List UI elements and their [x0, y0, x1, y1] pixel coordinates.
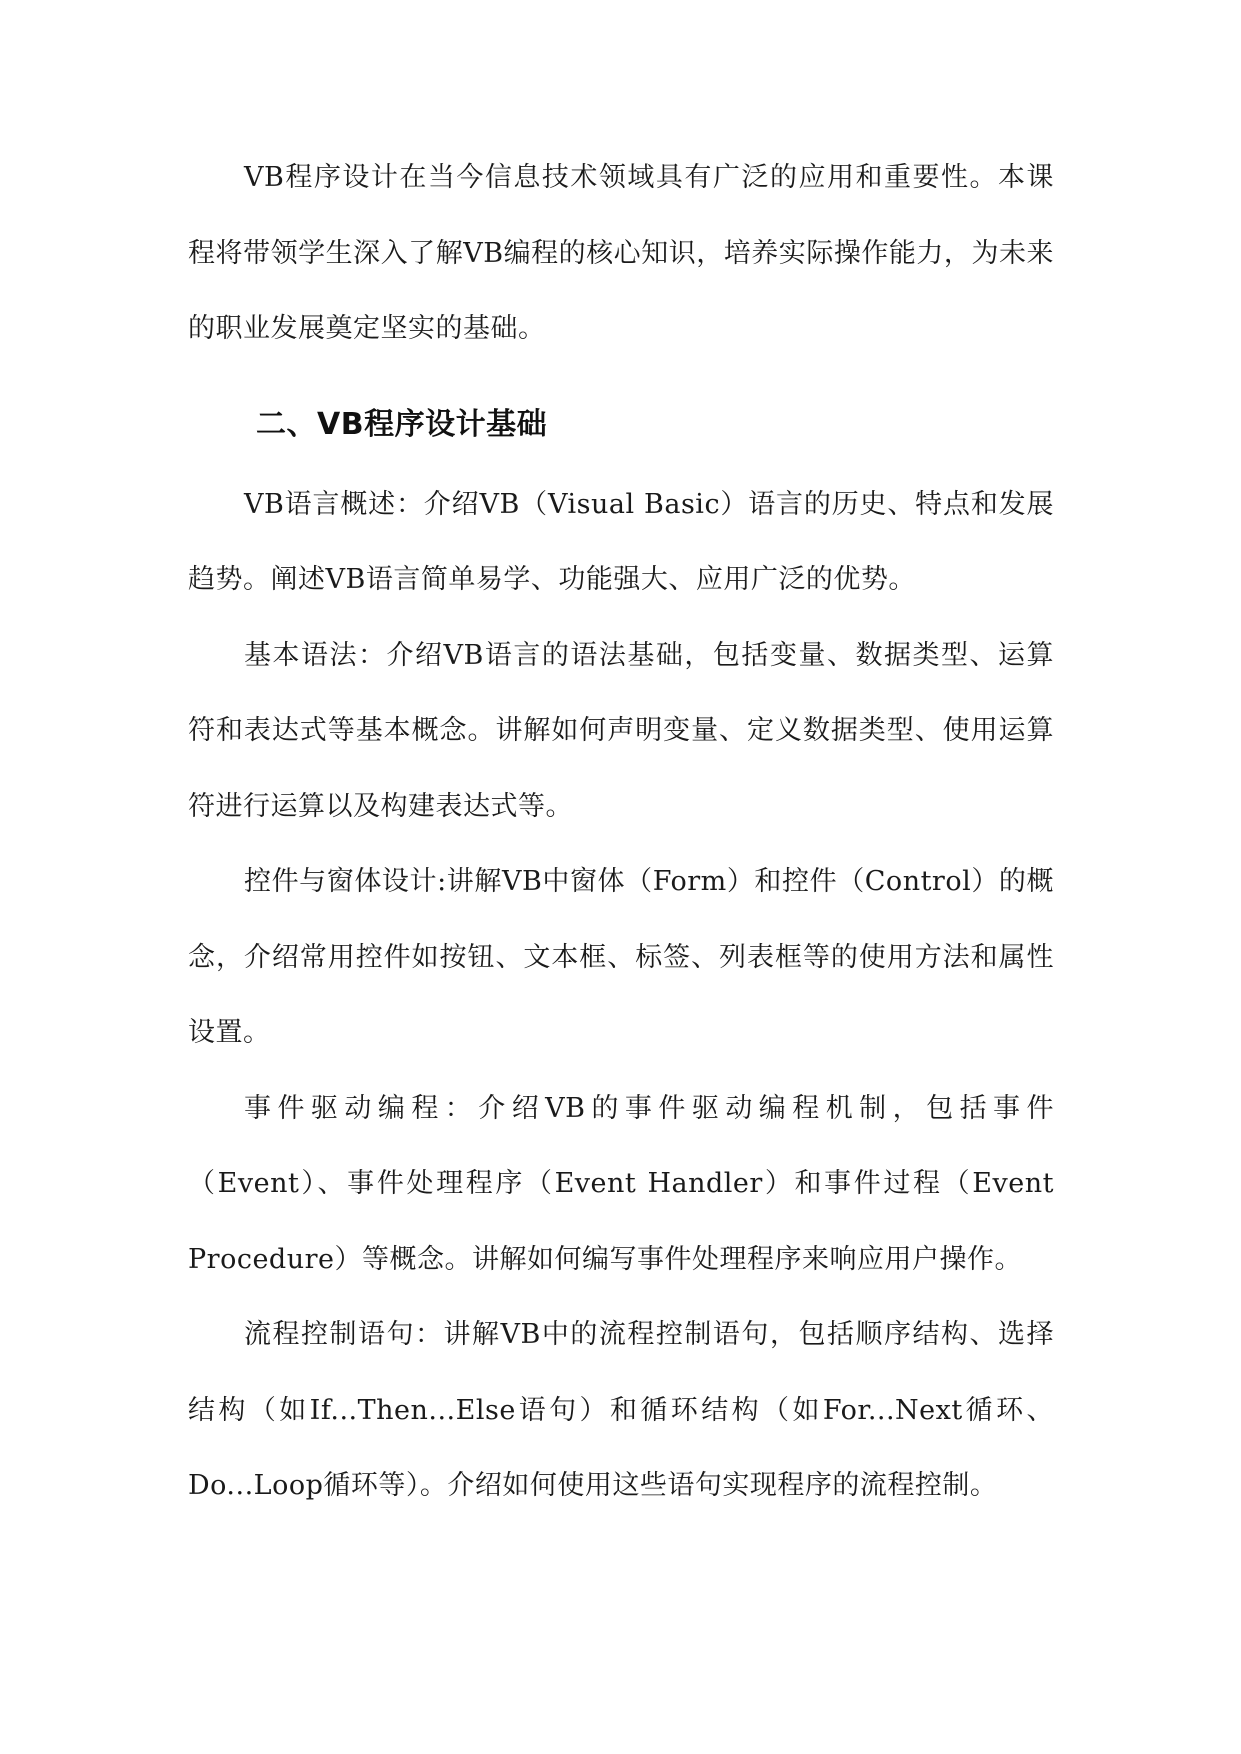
paragraph-event-driven: 事件驱动编程：介绍VB的事件驱动编程机制，包括事件（Event）、事件处理程序（Event Handler）和事件过程（Event Procedure）等概念。讲解如何编写事件处理程序来响应用户操作。	[188, 1092, 1054, 1275]
paragraph-flow-control: 流程控制语句：讲解VB中的流程控制语句，包括顺序结构、选择结构（如If...Then...Else语句）和循环结构（如For...Next循环、Do...Loop循环等）。介绍如何使用这些语句实现程序的流程控制。	[188, 1319, 1054, 1501]
paragraph-controls-forms: 控件与窗体设计:讲解VB中窗体（Form）和控件（Control）的概念，介绍常用控件如按钮、文本框、标签、列表框等的使用方法和属性设置。	[188, 866, 1054, 1048]
paragraph-vb-overview: VB语言概述：介绍VB（Visual Basic）语言的历史、特点和发展趋势。阐述VB语言简单易学、功能强大、应用广泛的优势。	[188, 488, 1054, 595]
paragraph-basic-syntax: 基本语法：介绍VB语言的语法基础，包括变量、数据类型、运算符和表达式等基本概念。讲解如何声明变量、定义数据类型、使用运算符进行运算以及构建表达式等。	[188, 639, 1054, 822]
section-heading: 二、VB程序设计基础	[256, 406, 548, 442]
document-body	[188, 140, 1054, 1524]
intro-paragraph: VB程序设计在当今信息技术领域具有广泛的应用和重要性。本课程将带领学生深入了解VB编程的核心知识，培养实际操作能力，为未来的职业发展奠定坚实的基础。	[188, 162, 1054, 344]
